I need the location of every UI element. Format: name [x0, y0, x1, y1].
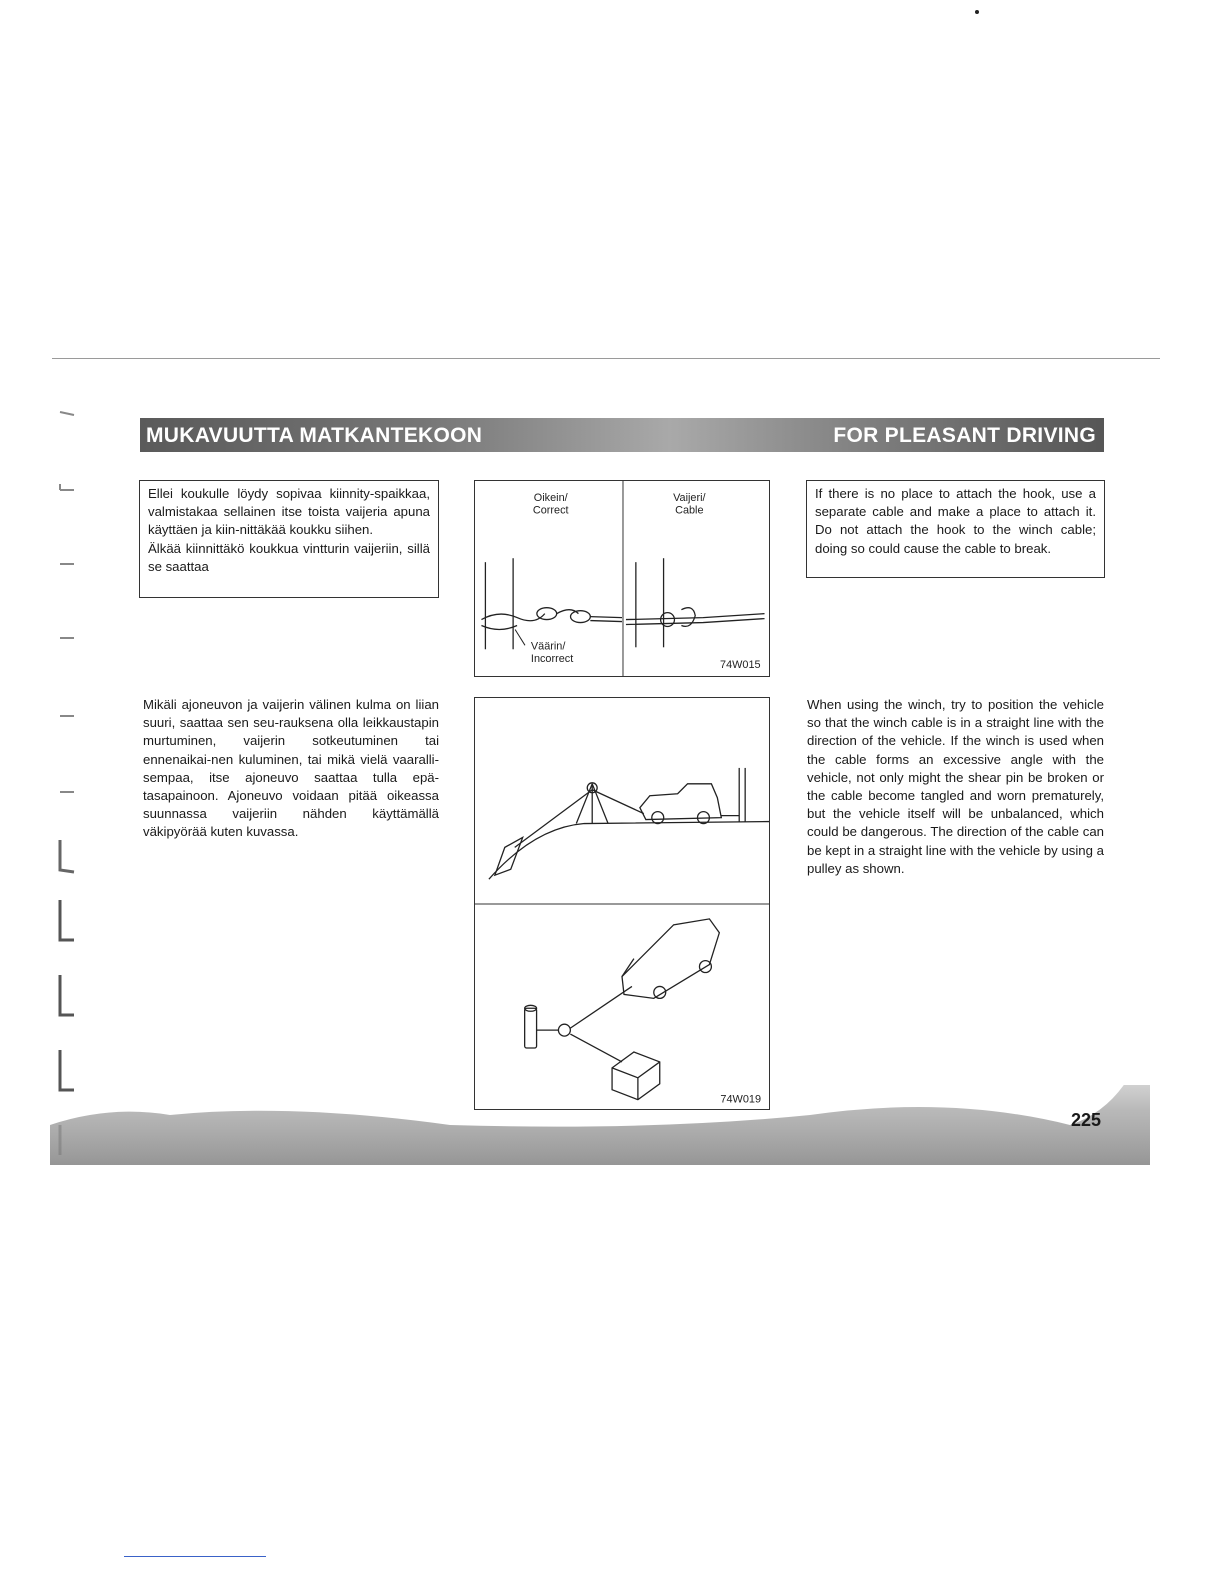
label-incorrect-en: Incorrect	[530, 653, 574, 666]
label-incorrect-fi: Väärin/	[530, 640, 566, 653]
page-number: 225	[1071, 1110, 1102, 1130]
top-view-drawing	[525, 919, 720, 1100]
finnish-winch-paragraph: Mikäli ajoneuvon ja vaijerin välinen kulma on liian suuri, saattaa sen seu-rauksena olla leikkaustapin murtuminen, vaijerin sotkeutuminen tai ennenaikai-nen kuluminen, tai mikä vielä vaaralli-sempaa, itse ajoneuvo saattaa tulla epä-tasapainoon. Ajoneuvo voidaan pitää oikeassa suunnassa vaijeriin nähden käyttämällä väkipyörää kuten kuvassa.	[143, 697, 439, 840]
label-cable-en: Cable	[675, 504, 704, 517]
hook-attachment-figure	[474, 480, 770, 677]
scan-speck	[975, 10, 979, 14]
english-note-text: If there is no place to attach the hook, use a separate cable and make a place to attach it. Do not attach the hook to the winch cable; doing so could cause the cable to break.	[815, 486, 1096, 556]
header-title-english: FOR PLEASANT DRIVING	[833, 424, 1096, 447]
side-view-drawing	[489, 768, 769, 879]
section-header-banner	[140, 418, 1104, 452]
english-winch-paragraph: When using the winch, try to position the vehicle so that the winch cable is in a straight line with the direction of the vehicle. If the winch is used when the cable forms an excessive angle with the vehicle, not only might the shear pin be broken or the cable become tangled and worn prematurely, but the vehicle itself will be unbalanced, which could be dangerous. The direction of the cable can be kept in a straight line with the vehicle by using a pulley as shown.	[807, 697, 1104, 876]
label-correct-fi: Oikein/	[533, 491, 568, 504]
english-note-box	[806, 480, 1105, 578]
correct-attachment-drawing	[481, 558, 622, 649]
page-edge-tab-marks	[56, 400, 86, 1160]
header-title-finnish: MUKAVUUTTA MATKANTEKOON	[146, 424, 483, 447]
winch-pulley-figure	[474, 697, 770, 1110]
label-correct-en: Correct	[532, 504, 569, 517]
finnish-note-text: Ellei koukulle löydy sopivaa kiinnity-spaikkaa, valmistakaa sellainen itse toista vaijeria apuna käyttäen ja kiin-nittäkää koukku siihen.	[148, 486, 430, 538]
finnish-warning-text: Älkää kiinnittäkö koukkua vintturin vaijeriin, sillä se saattaa	[148, 540, 430, 574]
label-cable-fi: Vaijeri/	[673, 491, 706, 504]
incorrect-attachment-drawing	[626, 558, 765, 647]
figure2-code: 74W019	[720, 1093, 762, 1106]
figure1-code: 74W015	[720, 659, 761, 672]
scan-shadow-smudge	[50, 1085, 1150, 1165]
finnish-note-box	[139, 480, 439, 598]
bottom-link-line	[124, 1556, 266, 1557]
top-rule	[52, 358, 1160, 359]
